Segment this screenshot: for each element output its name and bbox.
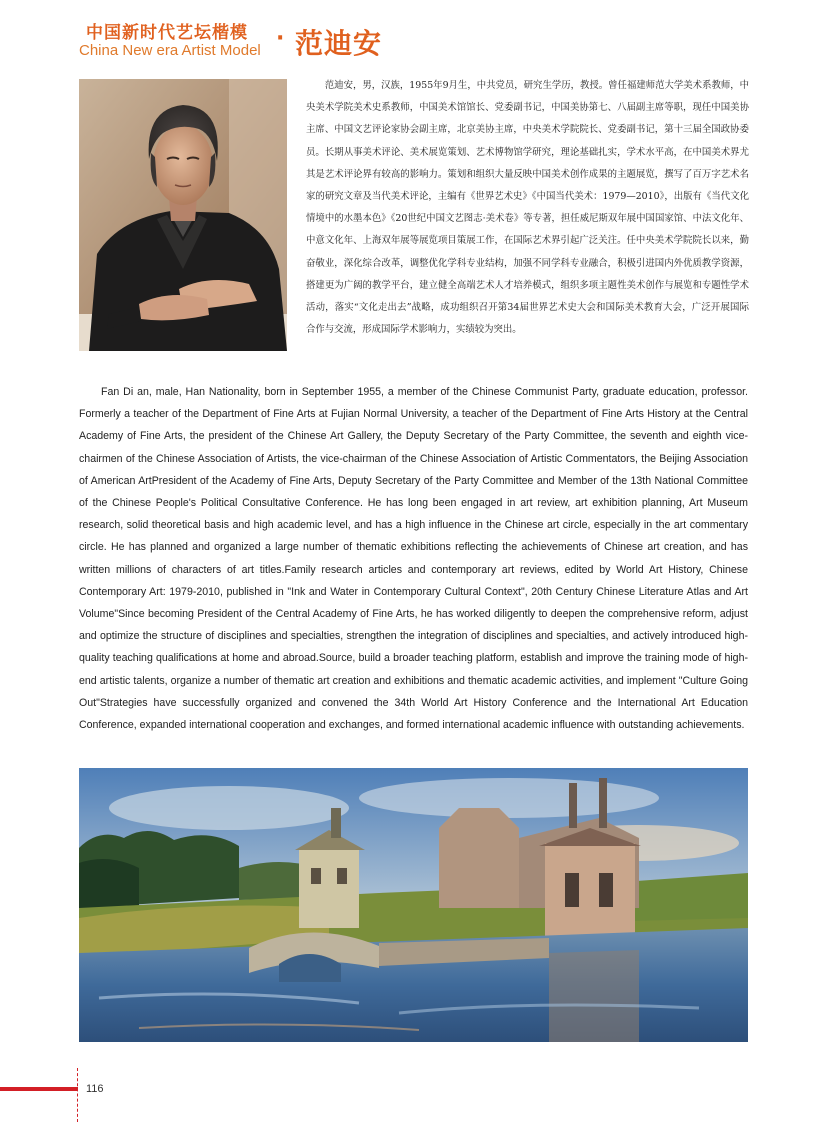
landscape-painting [79,768,748,1042]
column-title-en: China New era Artist Model [79,42,261,59]
bio-chinese: 范迪安，男，汉族，1955年9月生，中共党员，研究生学历，教授。曾任福建师范大学美术系教师，中央美术学院美术史系教师，中国美术馆馆长、党委副书记，中国美协第七、八届副主席等职，现任中国美协主席、中国文艺评论家协会副主席，北京美协主席，中央美术学院院长、党委副书记，第十三届全国政协委员。长期从事美术评论、美术展览策划、艺术博物馆学研究，理论基础扎实，学术水平高，在中国美术界尤其是艺术评论界有较高的影响力。策划和组织大量反映中国美术创作成果的主题展览，撰写了百万字艺术名家的研究文章及当代美术评论，主编有《世界艺术史》《中国当代美术：1979—2010》，出版有《当代文化情境中的水墨本色》《20世纪中国文艺图志·美术卷》等专著，担任威尼斯双年展中国国家馆、中法文化年、中意文化年、上海双年展等展览项目策展工作，在国际艺术界引起广泛关注。任中央美术学院院长以来，勤奋敬业，深化综合改革，调整优化学科专业结构，加强不同学科专业融合，积极引进国内外优质教学资源，搭建更为广阔的教学平台，建立健全高端艺术人才培养模式，组织多项主题性美术创作与展览和专题性学术活动，落实“文化走出去”战略，成功组织召开第34届世界艺术史大会和国际美术教育大会，广泛开展国际合作与交流，形成国际学术影响力，实绩较为突出。 [306,80,749,336]
column-title-cn: 中国新时代艺坛楷模 [86,23,248,43]
bio-english: Fan Di an, male, Han Nationality, born in September 1955, a member of the Chinese Communist Party, graduate education, professor. Formerly a teacher of the Department of Fine Arts at Fujian Normal University, a teacher of the Department of Fine Arts History at the Central Academy of Fine Arts, the president of the Chinese Art Gallery, the Deputy Secretary of the Party Committee, the seventh and eighth vice-chairmen of the Chinese Association of Artists, the vice-chairman of the Chinese Association of Artistic Commentators, the Beijing Association of American ArtPresident of the Academy of Fine Arts, Deputy Secretary of the Party Committee and Member of the 13th National Committee of the Chinese People's Political Consultative Conference. He has long been engaged in art review, art exhibition planning, Art Museum research, solid theoretical basis and high academic level, and has a high influence in the Chinese art circle, especially in the art commentary circle. He has planned and organized a large number of thematic exhibitions reflecting the achievements of Chinese art creation, and has written millions of characters of art titles.Family research articles and contemporary art reviews, edited by World Art History, Chinese Contemporary Art: 1979-2010, published in "Ink and Water in Contemporary Cultural Context", 20th Century Chinese Literature Atlas and Art Volume"Since becoming President of the Central Academy of Fine Arts, he has worked diligently to deepen the comprehensive reform, adjust and optimize the structure of disciplines and specialties, strengthen the integration of disciplines and specialties, and actively introduced high-quality teaching qualifications at home and abroad.Source, build a broader teaching platform, establish and improve the training mode of high-end artistic talents, organize a number of thematic art creation and exhibitions and thematic academic activities, and implement "Culture Going Out"Strategies have successfully organized and convened the 34th World Art History Conference and the International Art Education Conference, expanded international cooperation and exchanges, and formed international academic influence with outstanding achievements. [79,386,748,732]
footer-dashed-line [77,1068,78,1122]
artist-portrait [79,79,287,351]
footer-accent-bar [0,1087,78,1091]
artist-name: 范迪安 [295,27,383,60]
title-separator: · [276,26,285,51]
page-number: 116 [86,1083,104,1095]
